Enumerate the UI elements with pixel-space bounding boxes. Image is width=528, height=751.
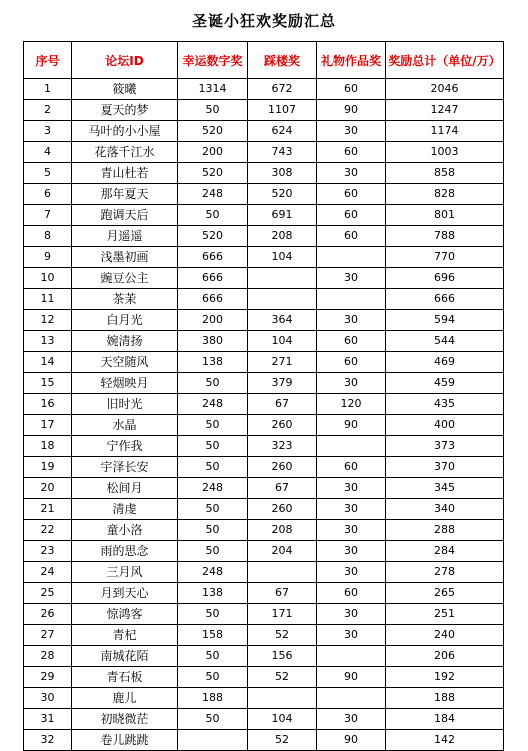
- cell-floor-award: 520: [248, 184, 317, 205]
- cell-lucky-number-award: 188: [178, 688, 248, 709]
- table-row: [24, 667, 504, 688]
- cell-gift-work-award: [317, 646, 386, 667]
- cell-lucky-number-award: 50: [178, 457, 248, 478]
- cell-forum-id: 初晓微茫: [72, 709, 178, 730]
- cell-lucky-number-award: 158: [178, 625, 248, 646]
- table-row: [24, 226, 504, 247]
- cell-total-award: 192: [386, 667, 504, 688]
- cell-index: 12: [24, 310, 72, 331]
- cell-gift-work-award: [317, 247, 386, 268]
- cell-gift-work-award: 30: [317, 268, 386, 289]
- cell-floor-award: [248, 268, 317, 289]
- cell-total-award: 373: [386, 436, 504, 457]
- header-gift-work-award: 礼物作品奖: [317, 42, 386, 79]
- cell-gift-work-award: 60: [317, 583, 386, 604]
- table-row: [24, 562, 504, 583]
- cell-floor-award: 67: [248, 394, 317, 415]
- cell-total-award: 251: [386, 604, 504, 625]
- table-row: [24, 268, 504, 289]
- cell-lucky-number-award: 520: [178, 163, 248, 184]
- cell-lucky-number-award: 1314: [178, 79, 248, 100]
- table-row: [24, 310, 504, 331]
- cell-gift-work-award: 90: [317, 730, 386, 751]
- cell-lucky-number-award: 50: [178, 541, 248, 562]
- header-total-award: 奖励总计（单位/万）: [386, 42, 504, 79]
- cell-index: 7: [24, 205, 72, 226]
- cell-forum-id: 跑调天后: [72, 205, 178, 226]
- table-row: [24, 163, 504, 184]
- cell-index: 24: [24, 562, 72, 583]
- table-body: [24, 79, 504, 751]
- cell-lucky-number-award: 50: [178, 667, 248, 688]
- cell-index: 28: [24, 646, 72, 667]
- cell-index: 19: [24, 457, 72, 478]
- cell-total-award: 1003: [386, 142, 504, 163]
- cell-gift-work-award: 90: [317, 100, 386, 121]
- cell-total-award: 770: [386, 247, 504, 268]
- cell-total-award: 469: [386, 352, 504, 373]
- cell-floor-award: 323: [248, 436, 317, 457]
- cell-floor-award: 67: [248, 478, 317, 499]
- cell-index: 30: [24, 688, 72, 709]
- cell-floor-award: [248, 688, 317, 709]
- cell-gift-work-award: 30: [317, 625, 386, 646]
- cell-forum-id: 夏天的梦: [72, 100, 178, 121]
- cell-lucky-number-award: 50: [178, 436, 248, 457]
- cell-forum-id: 花落千江水: [72, 142, 178, 163]
- cell-index: 13: [24, 331, 72, 352]
- table-header-row: [24, 42, 504, 79]
- cell-gift-work-award: 30: [317, 562, 386, 583]
- cell-forum-id: 青杞: [72, 625, 178, 646]
- cell-gift-work-award: 60: [317, 352, 386, 373]
- cell-index: 5: [24, 163, 72, 184]
- cell-total-award: 858: [386, 163, 504, 184]
- cell-gift-work-award: 30: [317, 373, 386, 394]
- cell-floor-award: 104: [248, 331, 317, 352]
- table-row: [24, 604, 504, 625]
- cell-lucky-number-award: 50: [178, 520, 248, 541]
- cell-index: 9: [24, 247, 72, 268]
- cell-floor-award: 308: [248, 163, 317, 184]
- cell-floor-award: 67: [248, 583, 317, 604]
- cell-forum-id: 浅墨初画: [72, 247, 178, 268]
- cell-gift-work-award: 90: [317, 415, 386, 436]
- cell-gift-work-award: 30: [317, 604, 386, 625]
- cell-forum-id: 豌豆公主: [72, 268, 178, 289]
- header-forum-id: 论坛ID: [72, 42, 178, 79]
- table-row: [24, 646, 504, 667]
- table-row: [24, 331, 504, 352]
- cell-index: 23: [24, 541, 72, 562]
- cell-lucky-number-award: 200: [178, 142, 248, 163]
- cell-floor-award: 364: [248, 310, 317, 331]
- cell-forum-id: 宁作我: [72, 436, 178, 457]
- cell-lucky-number-award: 50: [178, 709, 248, 730]
- cell-floor-award: [248, 562, 317, 583]
- cell-gift-work-award: 60: [317, 226, 386, 247]
- cell-floor-award: 52: [248, 730, 317, 751]
- cell-gift-work-award: 120: [317, 394, 386, 415]
- cell-total-award: 188: [386, 688, 504, 709]
- table-row: [24, 625, 504, 646]
- table-row: [24, 184, 504, 205]
- cell-total-award: 265: [386, 583, 504, 604]
- cell-floor-award: 260: [248, 457, 317, 478]
- table-row: [24, 499, 504, 520]
- table-row: [24, 688, 504, 709]
- cell-floor-award: 1107: [248, 100, 317, 121]
- cell-index: 32: [24, 730, 72, 751]
- cell-index: 21: [24, 499, 72, 520]
- cell-floor-award: 208: [248, 226, 317, 247]
- cell-total-award: 1247: [386, 100, 504, 121]
- cell-total-award: 340: [386, 499, 504, 520]
- cell-forum-id: 月遥遥: [72, 226, 178, 247]
- cell-floor-award: 260: [248, 499, 317, 520]
- table-row: [24, 373, 504, 394]
- cell-forum-id: 茶茉: [72, 289, 178, 310]
- table-row: [24, 457, 504, 478]
- cell-total-award: 206: [386, 646, 504, 667]
- cell-lucky-number-award: 50: [178, 415, 248, 436]
- cell-index: 14: [24, 352, 72, 373]
- cell-index: 4: [24, 142, 72, 163]
- cell-index: 20: [24, 478, 72, 499]
- cell-floor-award: 52: [248, 625, 317, 646]
- cell-lucky-number-award: [178, 730, 248, 751]
- cell-gift-work-award: 60: [317, 331, 386, 352]
- cell-forum-id: 南城花陌: [72, 646, 178, 667]
- cell-total-award: 696: [386, 268, 504, 289]
- cell-gift-work-award: 30: [317, 709, 386, 730]
- cell-lucky-number-award: 200: [178, 310, 248, 331]
- cell-forum-id: 那年夏天: [72, 184, 178, 205]
- cell-forum-id: 雨的思念: [72, 541, 178, 562]
- cell-gift-work-award: 60: [317, 79, 386, 100]
- cell-lucky-number-award: 50: [178, 205, 248, 226]
- cell-forum-id: 惊鸿客: [72, 604, 178, 625]
- cell-index: 31: [24, 709, 72, 730]
- cell-total-award: 788: [386, 226, 504, 247]
- cell-lucky-number-award: 666: [178, 268, 248, 289]
- cell-floor-award: 52: [248, 667, 317, 688]
- cell-forum-id: 筱曦: [72, 79, 178, 100]
- cell-lucky-number-award: 248: [178, 394, 248, 415]
- cell-gift-work-award: 60: [317, 205, 386, 226]
- cell-gift-work-award: 60: [317, 184, 386, 205]
- cell-gift-work-award: [317, 688, 386, 709]
- cell-floor-award: 171: [248, 604, 317, 625]
- cell-forum-id: 清虔: [72, 499, 178, 520]
- table-row: [24, 415, 504, 436]
- cell-gift-work-award: [317, 289, 386, 310]
- cell-total-award: 184: [386, 709, 504, 730]
- cell-forum-id: 卷儿跳跳: [72, 730, 178, 751]
- cell-total-award: 459: [386, 373, 504, 394]
- cell-total-award: 2046: [386, 79, 504, 100]
- cell-total-award: 345: [386, 478, 504, 499]
- table-row: [24, 730, 504, 751]
- cell-lucky-number-award: 666: [178, 289, 248, 310]
- cell-total-award: 544: [386, 331, 504, 352]
- cell-total-award: 801: [386, 205, 504, 226]
- table-row: [24, 478, 504, 499]
- cell-floor-award: [248, 289, 317, 310]
- cell-lucky-number-award: 520: [178, 226, 248, 247]
- cell-index: 29: [24, 667, 72, 688]
- cell-forum-id: 轻烟映月: [72, 373, 178, 394]
- cell-lucky-number-award: 50: [178, 499, 248, 520]
- cell-index: 26: [24, 604, 72, 625]
- cell-gift-work-award: 30: [317, 499, 386, 520]
- table-row: [24, 142, 504, 163]
- cell-forum-id: 松间月: [72, 478, 178, 499]
- cell-gift-work-award: [317, 436, 386, 457]
- cell-total-award: 284: [386, 541, 504, 562]
- cell-index: 8: [24, 226, 72, 247]
- cell-floor-award: 743: [248, 142, 317, 163]
- cell-floor-award: 271: [248, 352, 317, 373]
- cell-floor-award: 260: [248, 415, 317, 436]
- cell-index: 18: [24, 436, 72, 457]
- cell-total-award: 666: [386, 289, 504, 310]
- table-row: [24, 520, 504, 541]
- cell-index: 27: [24, 625, 72, 646]
- cell-gift-work-award: 30: [317, 163, 386, 184]
- header-floor-award: 踩楼奖: [248, 42, 317, 79]
- cell-floor-award: 104: [248, 247, 317, 268]
- cell-total-award: 240: [386, 625, 504, 646]
- cell-forum-id: 旧时光: [72, 394, 178, 415]
- cell-forum-id: 宇泽长安: [72, 457, 178, 478]
- cell-floor-award: 379: [248, 373, 317, 394]
- table-row: [24, 289, 504, 310]
- cell-gift-work-award: 30: [317, 478, 386, 499]
- cell-index: 3: [24, 121, 72, 142]
- cell-forum-id: 三月风: [72, 562, 178, 583]
- cell-lucky-number-award: 248: [178, 562, 248, 583]
- cell-total-award: 1174: [386, 121, 504, 142]
- cell-total-award: 278: [386, 562, 504, 583]
- cell-gift-work-award: 30: [317, 121, 386, 142]
- cell-total-award: 828: [386, 184, 504, 205]
- cell-forum-id: 水晶: [72, 415, 178, 436]
- cell-floor-award: 208: [248, 520, 317, 541]
- cell-lucky-number-award: 138: [178, 583, 248, 604]
- cell-floor-award: 104: [248, 709, 317, 730]
- cell-floor-award: 691: [248, 205, 317, 226]
- cell-lucky-number-award: 380: [178, 331, 248, 352]
- cell-lucky-number-award: 50: [178, 646, 248, 667]
- cell-forum-id: 马叶的小小屋: [72, 121, 178, 142]
- cell-lucky-number-award: 50: [178, 100, 248, 121]
- cell-index: 6: [24, 184, 72, 205]
- table-row: [24, 205, 504, 226]
- cell-index: 22: [24, 520, 72, 541]
- cell-index: 16: [24, 394, 72, 415]
- table-row: [24, 121, 504, 142]
- cell-total-award: 370: [386, 457, 504, 478]
- table-row: [24, 583, 504, 604]
- page-title: 圣诞小狂欢奖励汇总: [191, 12, 336, 30]
- cell-total-award: 142: [386, 730, 504, 751]
- cell-forum-id: 白月光: [72, 310, 178, 331]
- cell-index: 11: [24, 289, 72, 310]
- cell-lucky-number-award: 666: [178, 247, 248, 268]
- cell-forum-id: 童小洛: [72, 520, 178, 541]
- cell-total-award: 288: [386, 520, 504, 541]
- cell-index: 25: [24, 583, 72, 604]
- cell-lucky-number-award: 50: [178, 604, 248, 625]
- awards-table: [23, 41, 504, 751]
- table-row: [24, 394, 504, 415]
- table-row: [24, 79, 504, 100]
- table-row: [24, 247, 504, 268]
- cell-forum-id: 婉清扬: [72, 331, 178, 352]
- table-row: [24, 352, 504, 373]
- table-row: [24, 436, 504, 457]
- cell-gift-work-award: 30: [317, 310, 386, 331]
- cell-forum-id: 青山杜若: [72, 163, 178, 184]
- cell-lucky-number-award: 50: [178, 373, 248, 394]
- table-row: [24, 100, 504, 121]
- cell-lucky-number-award: 248: [178, 184, 248, 205]
- table-row: [24, 541, 504, 562]
- cell-forum-id: 青石板: [72, 667, 178, 688]
- cell-total-award: 400: [386, 415, 504, 436]
- cell-floor-award: 672: [248, 79, 317, 100]
- cell-index: 1: [24, 79, 72, 100]
- cell-total-award: 594: [386, 310, 504, 331]
- cell-floor-award: 204: [248, 541, 317, 562]
- cell-forum-id: 天空随风: [72, 352, 178, 373]
- cell-index: 17: [24, 415, 72, 436]
- cell-lucky-number-award: 138: [178, 352, 248, 373]
- cell-gift-work-award: 90: [317, 667, 386, 688]
- header-lucky-number-award: 幸运数字奖: [178, 42, 248, 79]
- header-index: 序号: [24, 42, 72, 79]
- cell-gift-work-award: 30: [317, 520, 386, 541]
- cell-forum-id: 月到天心: [72, 583, 178, 604]
- cell-forum-id: 鹿儿: [72, 688, 178, 709]
- cell-lucky-number-award: 248: [178, 478, 248, 499]
- cell-index: 10: [24, 268, 72, 289]
- cell-gift-work-award: 60: [317, 142, 386, 163]
- cell-lucky-number-award: 520: [178, 121, 248, 142]
- cell-floor-award: 156: [248, 646, 317, 667]
- cell-total-award: 435: [386, 394, 504, 415]
- cell-gift-work-award: 30: [317, 541, 386, 562]
- cell-gift-work-award: 60: [317, 457, 386, 478]
- cell-index: 2: [24, 100, 72, 121]
- table-row: [24, 709, 504, 730]
- cell-index: 15: [24, 373, 72, 394]
- cell-floor-award: 624: [248, 121, 317, 142]
